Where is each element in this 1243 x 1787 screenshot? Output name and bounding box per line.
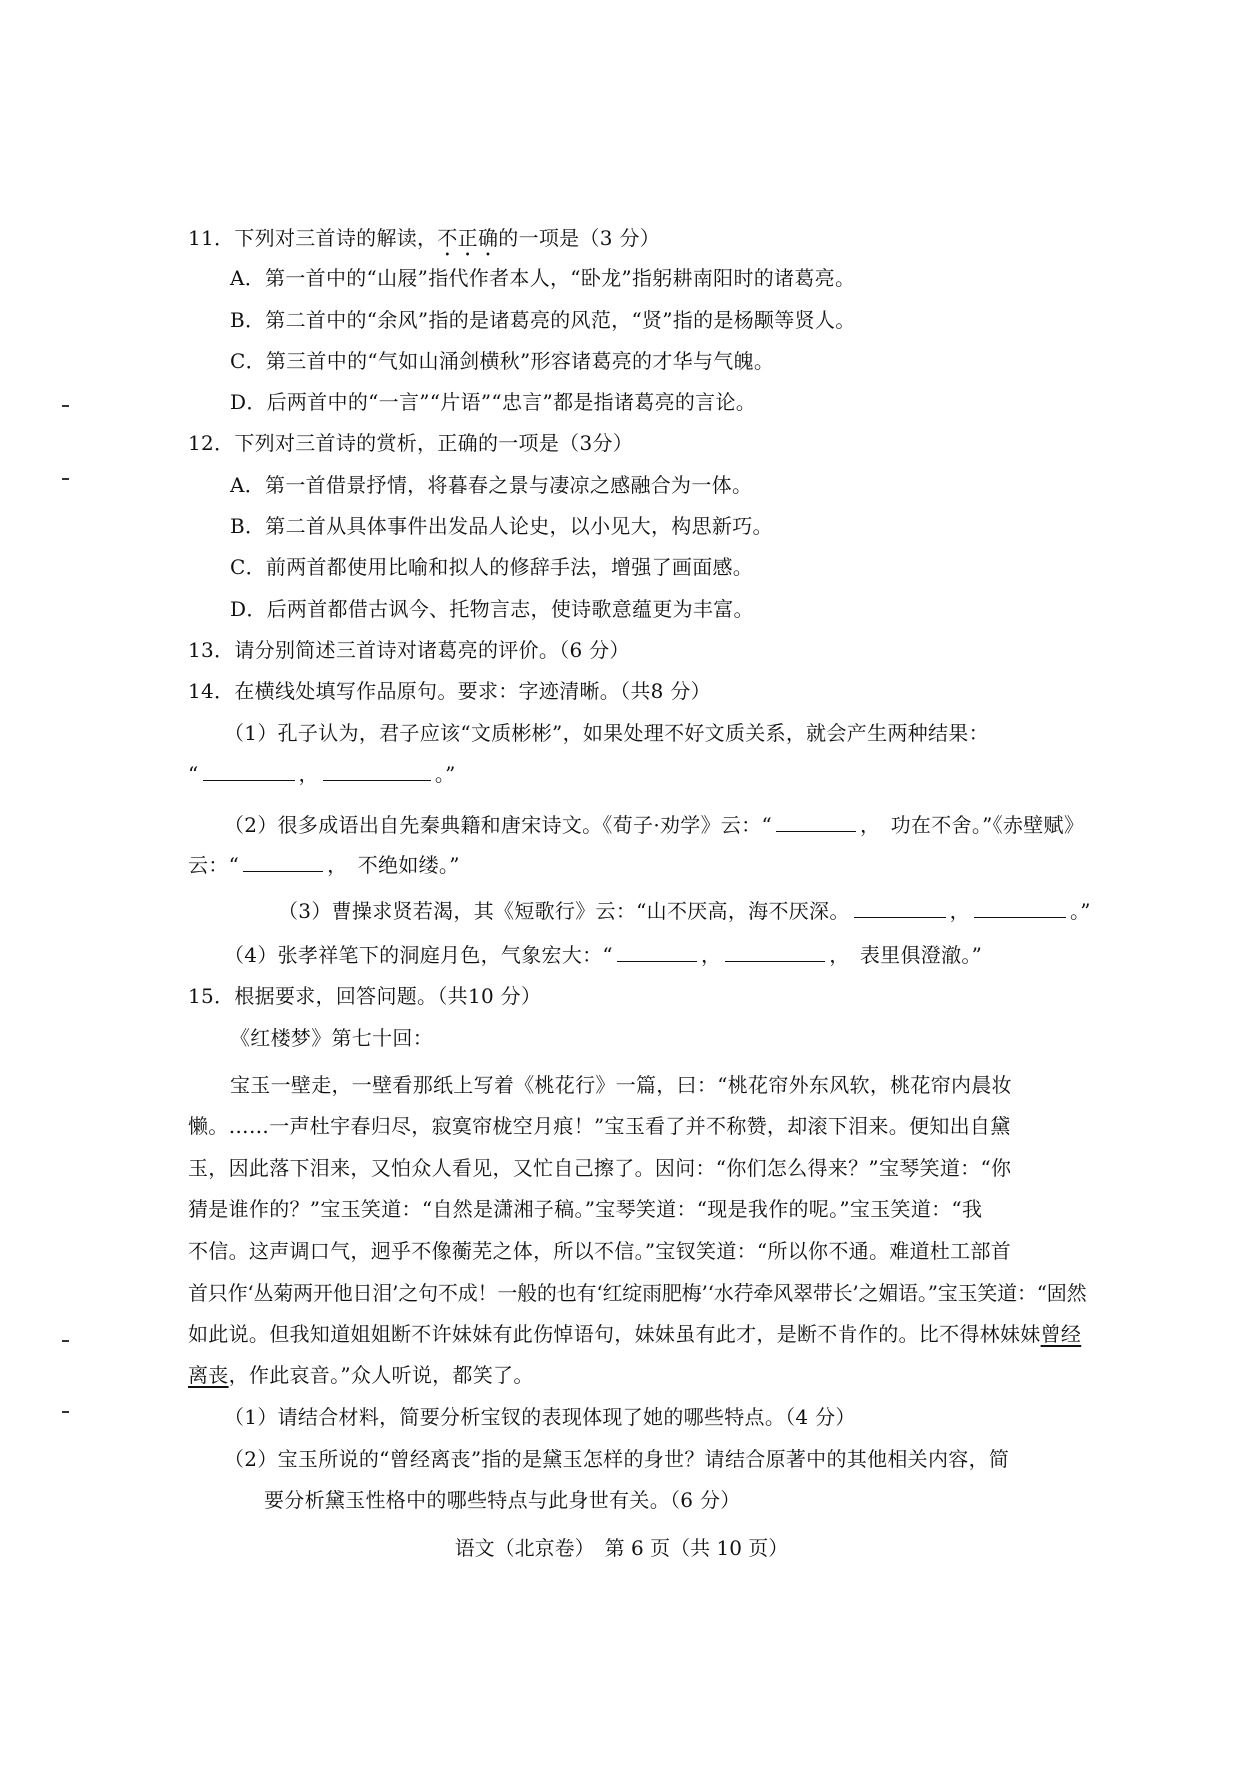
q12-stem: 12．下列对三首诗的赏析，正确的一项是（3分） <box>188 431 634 455</box>
q11-stem-b: 的一项是（3 分） <box>498 226 661 250</box>
q15-passage-line: 首只作‘丛菊两开他日泪’之句不成！一般的也有‘红绽雨肥梅’‘水荇牵风翠带长’之媚语。”宝玉笑道：“固然 <box>188 1281 1087 1305</box>
q15-sub2-line2: 要分析黛玉性格中的哪些特点与此身世有关。（6 分） <box>264 1488 741 1512</box>
answer-blank[interactable] <box>854 897 946 918</box>
q11-stem-a: 11．下列对三首诗的解读， <box>188 226 438 250</box>
page-footer: 语文（北京卷） 第 6 页（共 10 页） <box>454 1536 789 1560</box>
q15-source: 《红楼梦》第七十回： <box>230 1026 433 1050</box>
q15-sub2-line1: （2）宝玉所说的“曾经离丧”指的是黛玉怎样的身世？请结合原著中的其他相关内容，简 <box>224 1447 1010 1471</box>
q14-stem: 14．在横线处填写作品原句。要求：字迹清晰。（共8 分） <box>188 679 711 703</box>
part2-text-d: ， 不绝如缕。” <box>327 853 460 877</box>
q15-passage-line <box>188 1361 534 1389</box>
part2-text-b: ， 功在不舍。”《赤壁赋》 <box>860 813 1085 837</box>
q14-part1-line1: （1）孔子认为，君子应该“文质彬彬”，如果处理不好文质关系，就会产生两种结果： <box>224 721 989 745</box>
q15-passage-line <box>188 1320 1081 1348</box>
part4-text-a: （4）张孝祥笔下的洞庭月色，气象宏大：“ <box>224 943 613 967</box>
quote-close: 。” <box>1069 899 1091 923</box>
passage-text: 如此说。但我知道姐姐断不许妹妹有此伤悼语句，妹妹虽有此才，是断不肯作的。比不得林妹妹 <box>188 1322 1041 1346</box>
comma: ， <box>949 899 970 923</box>
q15-passage-line: 玉，因此落下泪来，又怕众人看见，又忙自己擦了。因问：“你们怎么得来？”宝琴笑道：“你 <box>188 1156 1012 1180</box>
q14-part2-line2 <box>188 851 460 879</box>
q14-part4 <box>224 941 982 969</box>
quote-close: 。” <box>434 762 456 786</box>
q11-stem <box>188 224 660 261</box>
q11-option-d: D．后两首中的“一言”“片语”“忠言”都是指诸葛亮的言论。 <box>230 390 757 414</box>
passage-text: ，作此哀音。”众人听说，都笑了。 <box>228 1363 534 1387</box>
quote-open: “ <box>188 762 199 786</box>
answer-blank[interactable] <box>243 851 323 872</box>
q15-passage-line: 宝玉一壁走，一壁看那纸上写着《桃花行》一篇，曰：“桃花帘外东风软，桃花帘内晨妆 <box>230 1073 1012 1097</box>
q14-part2-line1 <box>224 811 1084 839</box>
q11-stem-emphasis: 不正确 <box>437 226 499 250</box>
scan-mark <box>62 1411 69 1413</box>
answer-blank[interactable] <box>776 811 856 832</box>
q14-part3 <box>278 897 1091 925</box>
scan-mark <box>62 478 69 480</box>
scan-mark <box>62 1340 69 1342</box>
q12-option-a: A．第一首借景抒情，将暮春之景与凄凉之感融合为一体。 <box>230 473 753 497</box>
answer-blank[interactable] <box>974 897 1066 918</box>
underlined-phrase: 离丧 <box>188 1363 229 1387</box>
q15-passage-line: 猜是谁作的？”宝玉笑道：“自然是潇湘子稿。”宝琴笑道：“现是我作的呢。”宝玉笑道：“我 <box>188 1197 983 1221</box>
q15-sub1: （1）请结合材料，简要分析宝钗的表现体现了她的哪些特点。（4 分） <box>224 1405 856 1429</box>
answer-blank[interactable] <box>725 941 825 962</box>
q12-option-d: D．后两首都借古讽今、托物言志，使诗歌意蕴更为丰富。 <box>230 597 754 621</box>
q11-option-b: B．第二首中的“余风”指的是诸葛亮的风范，“贤”指的是杨颙等贤人。 <box>230 308 856 332</box>
part2-text-c: 云：“ <box>188 853 240 877</box>
answer-blank[interactable] <box>203 760 295 781</box>
q11-option-c: C．第三首中的“气如山涌剑横秋”形容诸葛亮的才华与气魄。 <box>230 349 775 373</box>
q15-stem: 15．根据要求，回答问题。（共10 分） <box>188 984 542 1008</box>
answer-blank[interactable] <box>323 760 431 781</box>
q12-option-c: C．前两首都使用比喻和拟人的修辞手法，增强了画面感。 <box>230 555 754 579</box>
q13-stem: 13．请分别简述三首诗对诸葛亮的评价。（6 分） <box>188 638 630 662</box>
part2-text-a: （2）很多成语出自先秦典籍和唐宋诗文。《荀子·劝学》云：“ <box>224 813 773 837</box>
q14-part1-line2 <box>188 760 456 788</box>
answer-blank[interactable] <box>617 941 697 962</box>
comma: ， <box>700 943 722 967</box>
underlined-phrase: 曾经 <box>1040 1322 1082 1346</box>
scan-mark <box>62 405 69 407</box>
comma: ， <box>298 762 319 786</box>
part3-text: （3）曹操求贤若渴，其《短歌行》云：“山不厌高，海不厌深。 <box>278 899 850 923</box>
q15-passage-line: 不信。这声调口气，迥乎不像蘅芜之体，所以不信。”宝钗笑道：“所以你不通。难道杜工部首 <box>188 1239 1012 1263</box>
q15-passage-line: 懒。……一声杜宇春归尽，寂寞帘栊空月痕！”宝玉看了并不称赞，却滚下泪来。便知出自黛 <box>188 1114 1011 1138</box>
q11-option-a: A．第一首中的“山屐”指代作者本人，“卧龙”指躬耕南阳时的诸葛亮。 <box>230 266 856 290</box>
q12-option-b: B．第二首从具体事件出发品人论史，以小见大，构思新巧。 <box>230 514 773 538</box>
part4-text-b: ， 表里俱澄澈。” <box>829 943 983 967</box>
